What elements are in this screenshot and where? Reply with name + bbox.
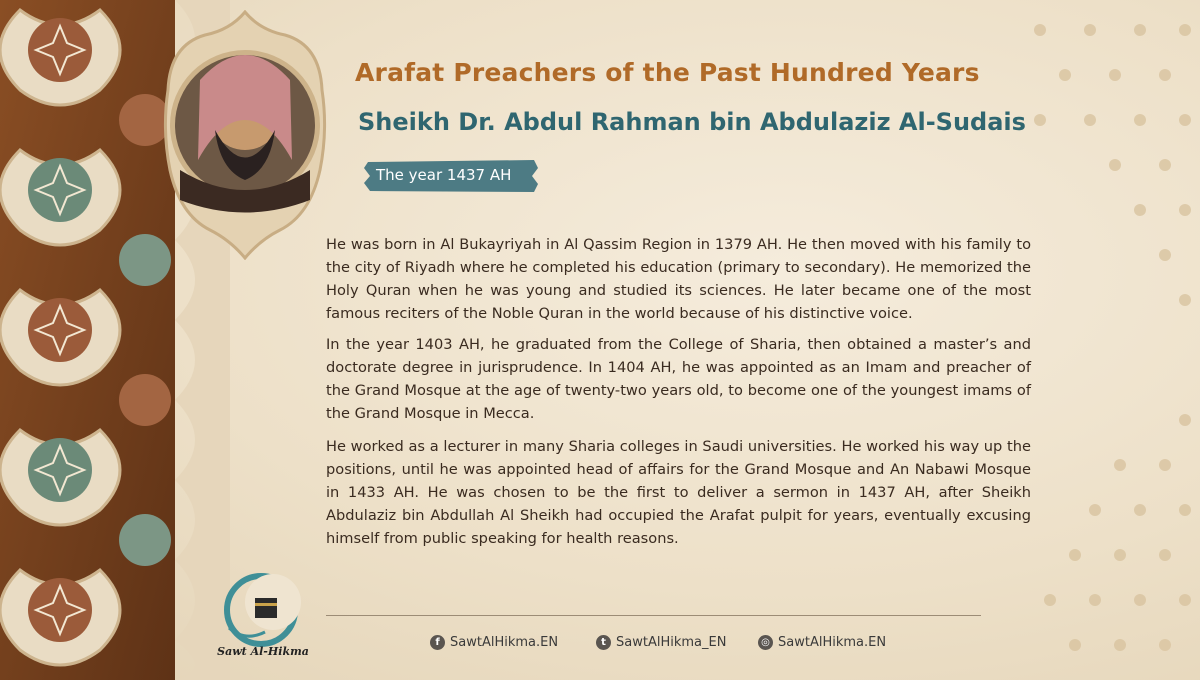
year-badge — [362, 158, 542, 194]
portrait-frame — [160, 10, 330, 260]
logo-caption: Sawt Al-Hikma — [217, 645, 309, 658]
biography-text — [326, 233, 1031, 558]
year-badge-label: The year 1437 AH — [376, 166, 512, 184]
instagram-link[interactable] — [758, 632, 886, 652]
twitter-icon: t — [596, 635, 611, 650]
paragraph-1: He was born in Al Bukayriyah in Al Qassim Region in 1379 AH. He then moved with his family to the city of Riyadh where he completed his education (primary to secondary). He memorized the Holy Quran when he was young and studied its sciences. He later became one of the most famous reciters of the Noble Quran in the world because of his distinctive voice. — [326, 236, 1031, 322]
facebook-handle: SawtAlHikma.EN — [450, 634, 559, 650]
person-name: Sheikh Dr. Abdul Rahman bin Abdulaziz Al-Sudais — [358, 108, 1026, 136]
paragraph-3: He worked as a lecturer in many Sharia colleges in Saudi universities. He worked his way up the positions, until he was appointed head of affairs for the Grand Mosque and An Nabawi Mosque in 1433 AH. He was chosen to be the first to deliver a sermon in 1437 AH, after Sheikh Abdulaziz bin Abdullah Al Sheikh had occupied the Arafat pulpit for years, eventually excusing himself from public speaking for health reasons. — [326, 438, 1031, 547]
instagram-icon: ◎ — [758, 635, 773, 650]
facebook-icon: f — [430, 635, 445, 650]
page-title: Arafat Preachers of the Past Hundred Years — [355, 58, 980, 87]
paragraph-2: In the year 1403 AH, he graduated from the College of Sharia, then obtained a master’s and doctorate degree in jurisprudence. In 1404 AH, he was appointed as an Imam and preacher of the Grand Mosque at the age of twenty-two years old, to become one of the youngest imams of the Grand Mosque in Mecca. — [326, 336, 1031, 422]
facebook-link[interactable] — [430, 632, 558, 652]
twitter-handle: SawtAlHikma_EN — [616, 634, 727, 650]
instagram-handle: SawtAlHikma.EN — [778, 634, 887, 650]
twitter-link[interactable] — [596, 632, 726, 652]
footer-divider — [326, 615, 981, 616]
